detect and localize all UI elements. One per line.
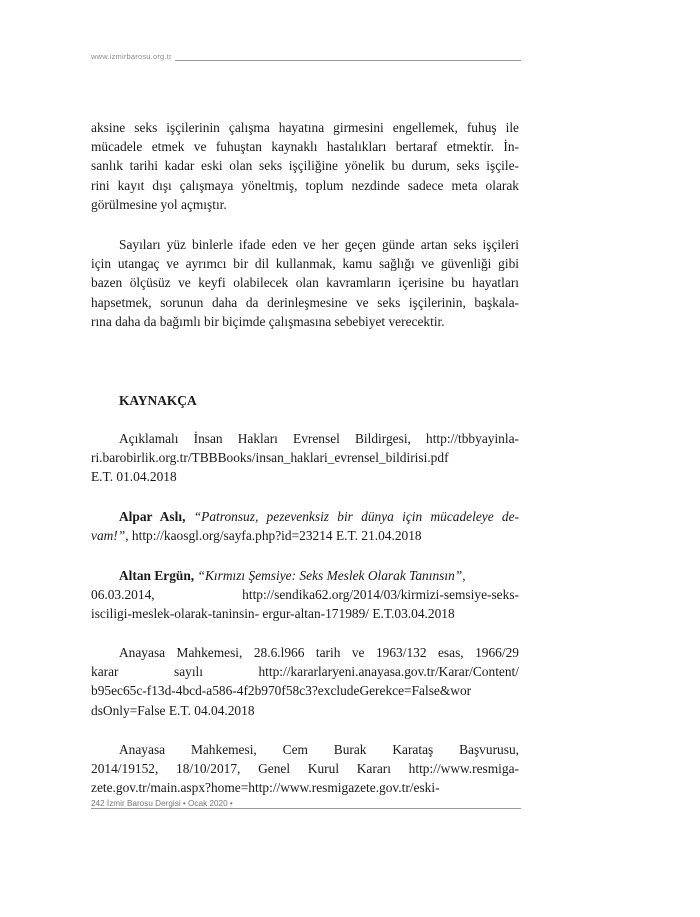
text-line: Altan Ergün, “Kırmızı Şemsiye: Seks Meslek Olarak Tanınsın”, — [119, 568, 466, 583]
header-url: www.izmirbarosu.org.tr — [91, 52, 175, 61]
text-line: zete.gov.tr/main.aspx?home=http://www.resmigazete.gov.tr/eski- — [91, 780, 440, 796]
text-line: sanlık tarihi kadar eski olan seks işçiliğine yönelik bu durum, seks işçile- — [91, 158, 519, 174]
text-line: b95ec65c-f13d-4bcd-a586-4f2b970f58c3?excludeGerekce=False&wor — [91, 683, 472, 699]
reference-title: “Patronsuz, pezevenksiz bir dünya için mücadeleye de- — [193, 509, 519, 524]
text-line: Anayasa Mahkemesi, 28.6.l966 tarih ve 1963/132 esas, 1966/29 — [119, 645, 519, 660]
text-line: Anayasa Mahkemesi, Cem Burak Karataş Başvurusu, — [119, 742, 519, 757]
reference-3 — [91, 566, 519, 624]
text-line: Açıklamalı İnsan Hakları Evrensel Bildirgesi, http://tbbyayinla- — [119, 431, 519, 446]
reference-2 — [91, 507, 519, 545]
text-line: rini kayıt dışı çalışmaya yöneltmiş, toplum nezdinde sadece meta olarak — [91, 177, 519, 193]
text-line: aksine seks işçilerinin çalışma hayatına girmesini engellemek, fuhuş ile — [91, 120, 519, 135]
page-footer — [91, 799, 521, 813]
text-line: isciligi-meslek-olarak-taninsin- ergur-altan-171989/ E.T.03.04.2018 — [91, 606, 455, 622]
text-line: görülmesine yol açmıştır. — [91, 196, 227, 212]
text-line: mücadele etmek ve fuhuştan kaynaklı hastalıkları bertaraf etmektir. İn- — [91, 139, 519, 155]
footer-rule — [91, 808, 521, 809]
text-line: hapsetmek, sorunun daha da derinleşmesine ve seks işçilerinin, başkala- — [91, 294, 519, 310]
text-line: ri.barobirlik.org.tr/TBBBooks/insan_haklari_evrensel_bildirisi.pdf — [91, 450, 449, 466]
text-line: karar sayılı http://kararlaryeni.anayasa.gov.tr/Karar/Content/ — [91, 664, 519, 680]
text-line: dsOnly=False E.T. 04.04.2018 — [91, 702, 255, 718]
text-line: E.T. 01.04.2018 — [91, 469, 177, 485]
text-line: için utangaç ve ayrımcı bir dil kullanmak, kamu sağlığı ve güvenliği gibi — [91, 256, 519, 272]
text-line: Sayıları yüz binlerle ifade eden ve her geçen günde artan seks işçileri — [119, 237, 519, 252]
reference-title: vam!” — [91, 528, 126, 544]
text-line: rına daha da bağımlı bir biçimde çalışmasına sebebiyet verecektir. — [91, 313, 445, 329]
text-line: 2014/19152, 18/10/2017, Genel Kurul Kararı http://www.resmiga- — [91, 761, 519, 777]
references-heading: KAYNAKÇA — [119, 393, 197, 408]
page-header — [91, 52, 521, 66]
body-paragraph-2 — [91, 235, 519, 331]
reference-author: Altan Ergün, — [119, 568, 195, 583]
reference-1 — [91, 429, 519, 487]
body-paragraph-1 — [91, 118, 519, 214]
reference-4 — [91, 643, 519, 720]
text-line — [91, 526, 519, 545]
reference-5 — [91, 740, 519, 798]
text-line — [91, 507, 519, 526]
text-line: 06.03.2014, http://sendika62.org/2014/03/kirmizi-semsiye-seks- — [91, 587, 519, 603]
text-line: bazen ölçüsüz ve keyfi olabilecek olan kavramların içerisine bu hayatları — [91, 275, 519, 291]
reference-title: “Kırmızı Şemsiye: Seks Meslek Olarak Tanınsın” — [197, 568, 463, 583]
reference-details: , http://kaosgl.org/sayfa.php?id=23214 E.T. 21.04.2018 — [125, 528, 422, 544]
footer-text: 242 İzmir Barosu Dergisi • Ocak 2020 • — [91, 799, 237, 808]
reference-author: Alpar Aslı, — [119, 509, 186, 524]
